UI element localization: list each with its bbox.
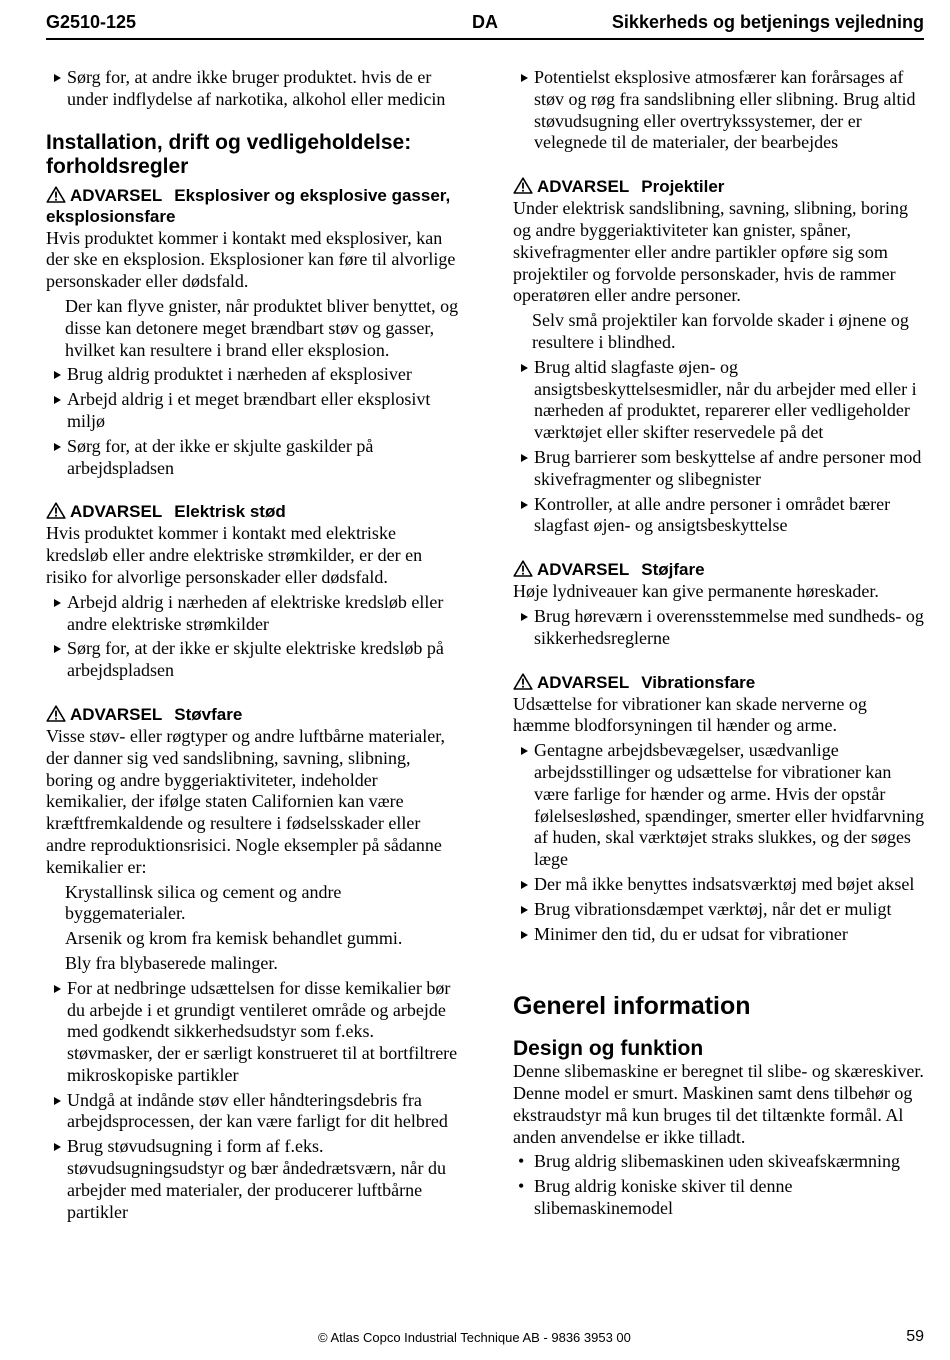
warning-subject: Støvfare	[174, 704, 243, 724]
list-item: Brug altid slagfaste øjen- og ansigtsbeskyttelsesmidler, når du arbejder med eller i nærheden af produktet, reparerer eller vedligeholder værktøjet eller skifter reservedele på det	[513, 357, 926, 444]
copyright-text: © Atlas Copco Industrial Technique AB - 9836 3953 00	[318, 1330, 631, 1345]
warning-triangle-icon	[513, 673, 533, 690]
warning-triangle-icon	[513, 177, 533, 194]
warning-triangle-icon	[46, 705, 66, 722]
warning-label: ADVARSEL	[537, 672, 630, 692]
document-code: G2510-125	[46, 12, 137, 32]
paragraph: Hvis produktet kommer i kontakt med eksplosiver, kan der ske en eksplosion. Eksplosioner kan føre til alvorlige personskader eller dødsfald.	[46, 227, 456, 292]
warning-subject: Elektrisk stød	[174, 502, 286, 522]
warning-label: ADVARSEL	[537, 177, 630, 197]
paragraph: Der kan flyve gnister, når produktet bliver benyttet, og disse kan detonere meget brændbart støv og gasser, hvilket kan resultere i brand eller eksplosion.	[65, 295, 459, 360]
bullet-list	[513, 1151, 926, 1219]
page-header	[46, 10, 924, 40]
list-item: Kontroller, at alle andre personer i området bærer slagfast øjen- og ansigtsbeskyttelse	[513, 494, 926, 538]
list-item: Undgå at indånde støv eller håndteringsdebris fra arbejdsprocessen, der kan være farligt for dit helbred	[46, 1090, 459, 1134]
list-item: Gentagne arbejdsbevægelser, usædvanlige arbejdsstillinger og udsættelse for vibrationer kan være farlige for hænder og arme. Hvis der opstår følelsesløshed, spændinger, smerter eller hvidfarvning af huden, skal værktøjet straks slukkes, og der søges læge	[513, 740, 926, 871]
warning-subject: Projektiler	[641, 177, 725, 197]
list-item: Potentielst eksplosive atmosfærer kan forårsages af støv og røg fra sandslibning eller slibning. Brug altid støvudsugning eller overtrykssystemer, der er velegnede til de materialer, der bearbejdes	[513, 67, 926, 154]
warning-triangle-icon	[513, 560, 533, 577]
document-title: Sikkerheds og betjenings vejledning	[611, 12, 924, 32]
warning-heading-vibration	[513, 672, 926, 693]
section-title: Design og funktion	[513, 1037, 704, 1061]
intro-list	[513, 67, 926, 154]
list-item: • Brug aldrig slibemaskinen uden skiveafskærmning	[513, 1151, 926, 1173]
bullet-list	[46, 364, 459, 479]
list-item: Brug aldrig produktet i nærheden af eksplosiver	[46, 364, 459, 386]
bullet-list	[46, 592, 459, 682]
example-text: Krystallinsk silica og cement og andre byggematerialer.	[65, 881, 342, 924]
left-column	[46, 64, 459, 1223]
chapter-title: Generel information	[513, 992, 751, 1021]
paragraph: Visse støv- eller røgtyper og andre luftbårne materialer, der danner sig ved sandslibning, savning, slibning, boring og andre byggeriaktiviteter, indeholder kemikalier, der ifølge staten Californien kan være kræftfremkaldende og resultere i fødselsskader eller andre reproduktionsrisici. Nogle eksempler på sådanne kemikalier er:	[46, 725, 446, 877]
example-text: Bly fra blybaserede malinger.	[65, 952, 278, 973]
warning-subject: Støjfare	[641, 560, 705, 580]
warning-label: ADVARSEL	[70, 502, 163, 522]
list-item: Sørg for, at der ikke er skjulte gaskilder på arbejdspladsen	[46, 436, 459, 480]
warning-heading-projectiles	[513, 176, 926, 197]
warning-triangle-icon	[46, 186, 66, 203]
list-item: Brug høreværn i overensstemmelse med sundheds- og sikkerhedsreglerne	[513, 606, 926, 650]
bullet-list	[46, 978, 459, 1224]
list-item: Brug barrierer som beskyttelse af andre personer mod skivefragmenter og slibegnister	[513, 447, 926, 491]
list-item: For at nedbringe udsættelsen for disse kemikalier bør du arbejde i et grundigt ventileret område og arbejde med godkendt sikkerhedsudstyr som f.eks. støvmasker, der er særligt konstrueret til at bortfiltrere mikroskopiske partikler	[46, 978, 459, 1087]
bullet-list	[513, 740, 926, 945]
warning-subject: Eksplosiver og eksplosive gasser, eksplosionsfare	[46, 185, 451, 226]
paragraph: Under elektrisk sandslibning, savning, slibning, boring og andre byggeriaktiviteter kan gnister, spåner, skivefragmenter eller andre partikler opføre sig som projektiler og forvolde personskader, hvis de rammer operatøren eller andre personer.	[513, 198, 908, 306]
warning-heading-dust	[46, 704, 459, 725]
list-item: Arbejd aldrig i nærheden af elektriske kredsløb eller andre elektriske strømkilder	[46, 592, 459, 636]
right-column	[513, 64, 926, 1220]
list-item: Brug vibrationsdæmpet værktøj, når det er muligt	[513, 899, 926, 921]
paragraph: Denne slibemaskine er beregnet til slibe- og skæreskiver. Denne model er smurt. Maskinen samt dens tilbehør og ekstraudstyr må kun bruges til det tiltænkte formål. Al anden anvendelse er ikke tilladt.	[513, 1061, 924, 1147]
warning-heading-electric	[46, 501, 459, 522]
warning-label: ADVARSEL	[70, 185, 163, 205]
section-title: Installation, drift og vedligeholdelse: forholdsregler	[46, 130, 412, 178]
list-item: Brug støvudsugning i form af f.eks. støvudsugningsudstyr og bær åndedrætsværn, når du arbejder med materialer, der producerer luftbårne partikler	[46, 1136, 459, 1223]
list-item: Arbejd aldrig i et meget brændbart eller eksplosivt miljø	[46, 389, 459, 433]
bullet-list	[513, 357, 926, 537]
warning-heading-noise	[513, 559, 926, 580]
warning-label: ADVARSEL	[70, 704, 163, 724]
paragraph: Høje lydniveauer kan give permanente høreskader.	[513, 581, 879, 602]
paragraph: Hvis produktet kommer i kontakt med elektriske kredsløb eller andre elektriske strømkilder, er der en risiko for alvorlige personskader eller dødsfald.	[46, 523, 423, 587]
list-item: Minimer den tid, du er udsat for vibrationer	[513, 924, 926, 946]
warning-triangle-icon	[46, 502, 66, 519]
warning-heading-explosive	[46, 185, 459, 227]
list-item: • Brug aldrig koniske skiver til denne slibemaskinemodel	[513, 1176, 926, 1220]
example-text: Arsenik og krom fra kemisk behandlet gummi.	[65, 928, 403, 949]
list-item: Sørg for, at der ikke er skjulte elektriske kredsløb på arbejdspladsen	[46, 638, 459, 682]
list-item: Der må ikke benyttes indsatsværktøj med bøjet aksel	[513, 874, 926, 896]
list-item: Sørg for, at andre ikke bruger produktet. hvis de er under indflydelse af narkotika, alkohol eller medicin	[46, 67, 459, 111]
paragraph: Selv små projektiler kan forvolde skader i øjnene og resultere i blindhed.	[532, 310, 909, 352]
paragraph: Udsættelse for vibrationer kan skade nerverne og hæmme blodforsyningen til hænder og arme.	[513, 693, 867, 736]
language-code: DA	[472, 12, 498, 32]
warning-subject: Vibrationsfare	[641, 672, 756, 692]
intro-list	[46, 67, 459, 111]
page-number: 59	[906, 1328, 924, 1345]
warning-label: ADVARSEL	[537, 560, 630, 580]
bullet-list	[513, 606, 926, 650]
